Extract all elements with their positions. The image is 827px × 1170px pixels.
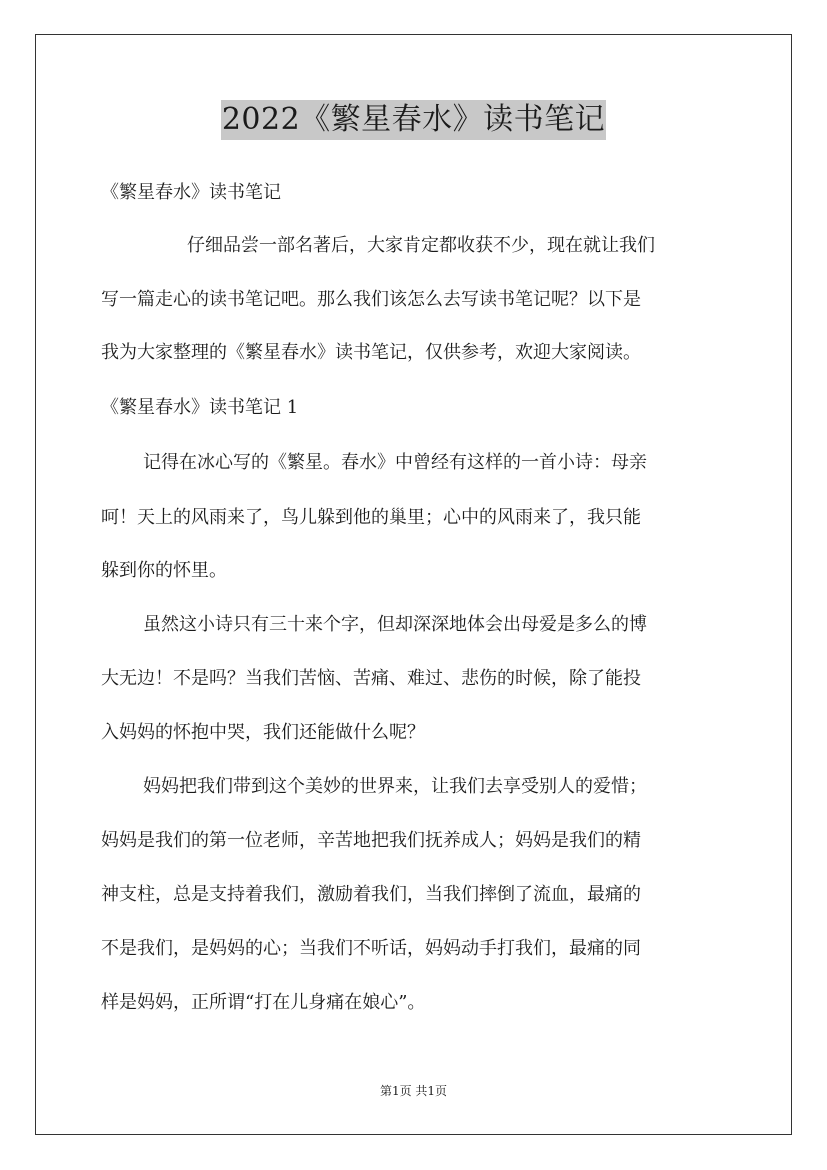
- paragraph-line: 妈妈把我们带到这个美妙的世界来，让我们去享受别人的爱惜；: [143, 776, 647, 797]
- paragraph-line: 躲到你的怀里。: [101, 560, 227, 581]
- paragraph-line: 写一篇走心的读书笔记吧。那么我们该怎么去写读书笔记呢？以下是: [101, 289, 641, 310]
- paragraph-line: 大无边！不是吗？当我们苦恼、苦痛、难过、悲伤的时候，除了能投: [101, 668, 641, 689]
- paragraph-line: 神支柱，总是支持着我们，激励着我们，当我们摔倒了流血，最痛的: [101, 884, 641, 905]
- paragraph-line: 不是我们，是妈妈的心；当我们不听话，妈妈动手打我们，最痛的同: [101, 938, 641, 959]
- document-title: 2022《繁星春水》读书笔记: [221, 100, 606, 140]
- page-footer: 第1页 共1页: [379, 1084, 448, 1098]
- section-heading: 《繁星春水》读书笔记: [101, 182, 281, 203]
- paragraph-line: 呵！天上的风雨来了，鸟儿躲到他的巢里；心中的风雨来了，我只能: [101, 507, 641, 528]
- paragraph-line: 样是妈妈，正所谓“打在儿身痛在娘心”。: [101, 992, 426, 1013]
- paragraph-line: 仔细品尝一部名著后，大家肯定都收获不少，现在就让我们: [187, 235, 655, 256]
- paragraph-line: 记得在冰心写的《繁星。春水》中曾经有这样的一首小诗：母亲: [143, 452, 647, 473]
- title-wrap: [0, 100, 827, 140]
- paragraph-line: 妈妈是我们的第一位老师，辛苦地把我们抚养成人；妈妈是我们的精: [101, 830, 641, 851]
- paragraph-line: 入妈妈的怀抱中哭，我们还能做什么呢？: [101, 722, 425, 743]
- section-heading: 《繁星春水》读书笔记 1: [101, 397, 299, 418]
- paragraph-line: 虽然这小诗只有三十来个字，但却深深地体会出母爱是多么的博: [143, 614, 647, 635]
- paragraph-line: 我为大家整理的《繁星春水》读书笔记，仅供参考，欢迎大家阅读。: [101, 342, 641, 363]
